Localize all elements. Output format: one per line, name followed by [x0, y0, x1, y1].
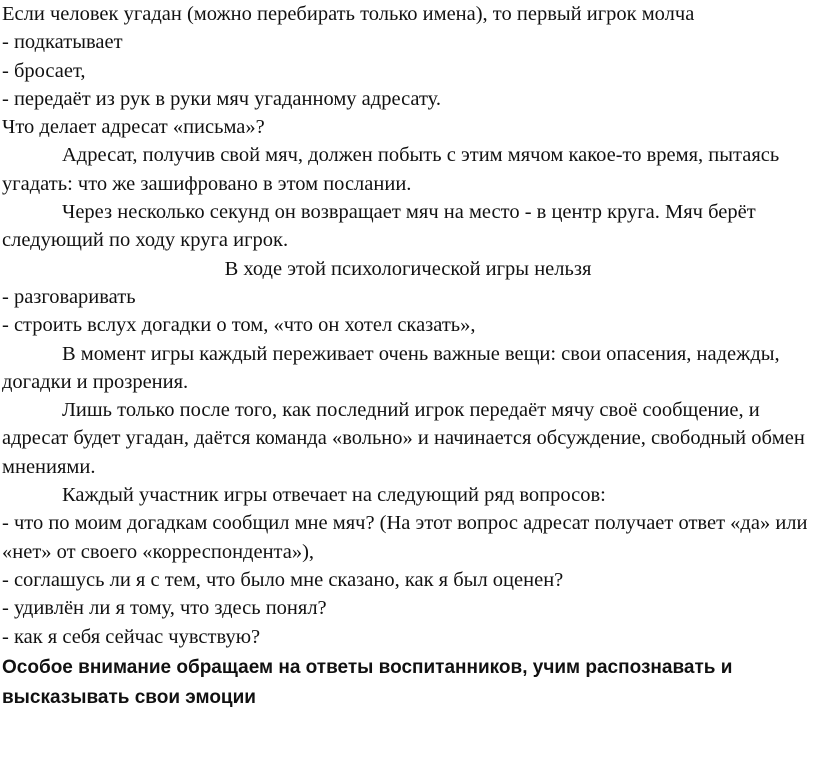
paragraph: Лишь только после того, как последний игрок передаёт мячу своё сообщение, и адресат будет угадан, даётся команда «вольно» и начинается обсуждение, свободный обмен мнениями. [2, 399, 805, 478]
list-item: - удивлён ли я тому, что здесь понял? [2, 597, 327, 620]
list-item: - соглашусь ли я с тем, что было мне сказано, как я был оценен? [2, 568, 564, 591]
bold-conclusion: Особое внимание обращаем на ответы воспитанников, учим распознавать и высказывать свои эмоции [2, 656, 733, 708]
list-item: - строить вслух догадки о том, «что он хотел сказать», [2, 314, 476, 337]
list-item: - как я себя сейчас чувствую? [2, 625, 261, 648]
text-line: Если человек угадан (можно перебирать только имена), то первый игрок молча [2, 3, 695, 25]
paragraph: Каждый участник игры отвечает на следующий ряд вопросов: [62, 484, 606, 507]
list-item: - подкатывает [2, 31, 123, 54]
list-item: - передаёт из рук в руки мяч угаданному адресату. [2, 87, 441, 110]
document-body [2, 0, 814, 713]
list-item: - что по моим догадкам сообщил мне мяч? (На этот вопрос адресат получает ответ «да» или «нет» от своего «корреспондента»), [2, 512, 808, 563]
paragraph: Адресат, получив свой мяч, должен побыть с этим мячом какое-то время, пытаясь угадать: что же зашифровано в этом послании. [2, 144, 780, 195]
text-line: Что делает адресат «письма»? [2, 116, 265, 139]
list-item: - бросает, [2, 59, 86, 82]
list-item: - разговаривать [2, 285, 136, 308]
paragraph: Через несколько секунд он возвращает мяч на место - в центр круга. Мяч берёт следующий по ходу круга игрок. [2, 201, 756, 252]
centered-heading: В ходе этой психологической игры нельзя [224, 257, 592, 280]
paragraph: В момент игры каждый переживает очень важные вещи: свои опасения, надежды, догадки и прозрения. [2, 342, 780, 393]
